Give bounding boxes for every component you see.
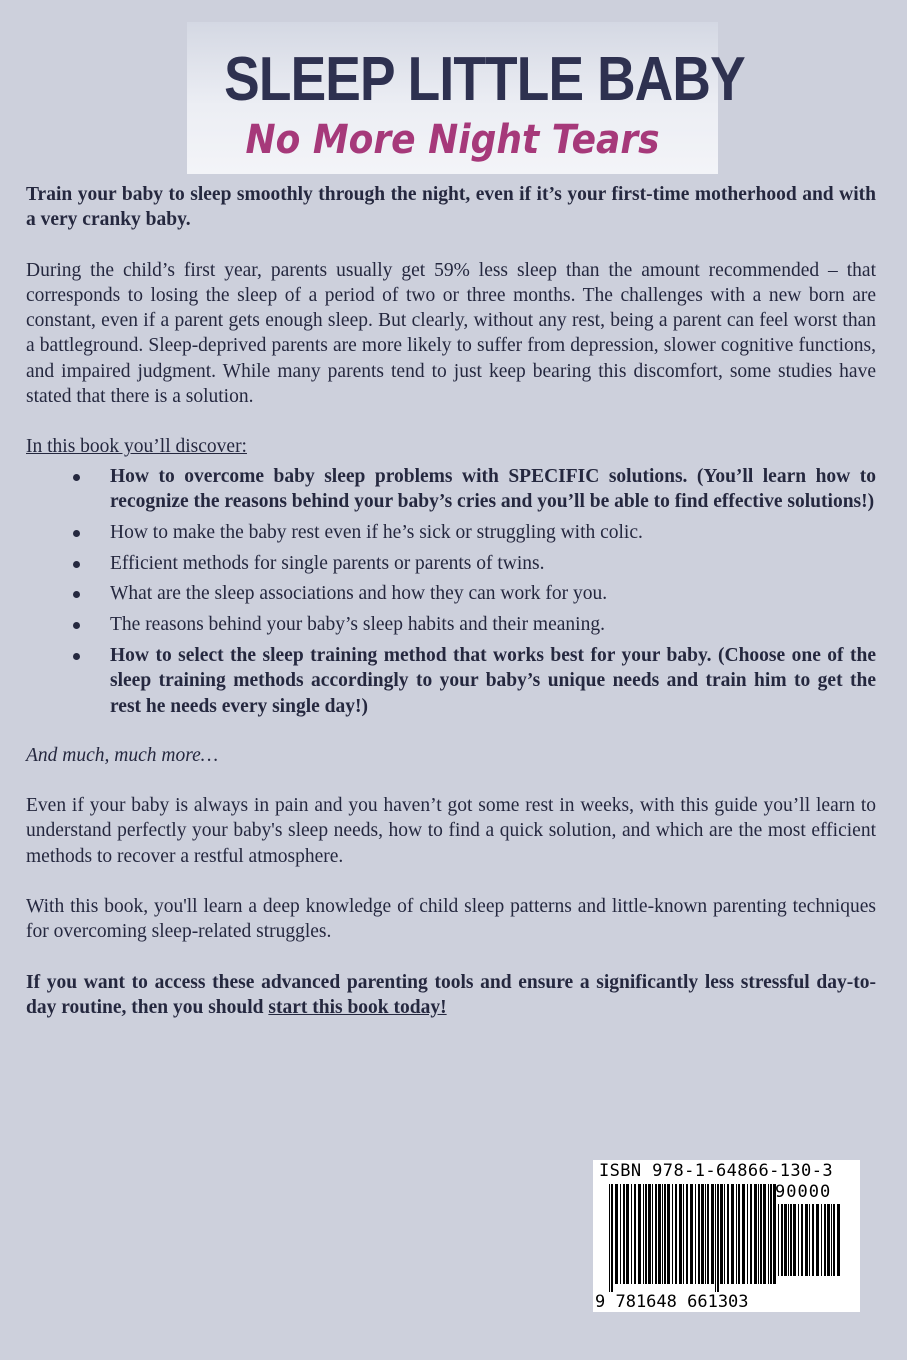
barcode-icon [609, 1184, 777, 1292]
list-item [110, 464, 876, 515]
list-item [110, 520, 876, 545]
bullet-icon [73, 591, 80, 598]
cta-text: If you want to access these advanced parenting tools and ensure a significantly less stressful day-to-day routine, then you should [26, 971, 876, 1018]
discover-heading: In this book you’ll discover: [26, 436, 247, 458]
bullet-icon [73, 561, 80, 568]
list-item-text: How to select the sleep training method that works best for your baby. (Choose one of the sleep training methods accordingly to your baby’s unique needs and train him to get the rest he needs every single day!) [110, 644, 876, 717]
bullet-icon [73, 622, 80, 629]
bullet-icon [73, 653, 80, 660]
cover-title-block [187, 22, 745, 174]
bullet-icon [73, 474, 80, 481]
lead-paragraph: Train your baby to sleep smoothly through the night, even if it’s your first-time motherhood and with a very cranky baby. [26, 184, 876, 231]
list-item [110, 581, 876, 606]
list-item-text: What are the sleep associations and how they can work for you. [110, 583, 608, 605]
feature-list [26, 464, 876, 719]
book-subtitle: No More Night Tears [245, 117, 660, 163]
price-barcode-icon [778, 1204, 848, 1284]
price-code: 90000 [775, 1182, 832, 1202]
and-more-text: And much, much more… [26, 744, 219, 766]
isbn-number: ISBN 978-1-64866-130-3 [599, 1161, 833, 1181]
list-item [110, 551, 876, 576]
list-item [110, 643, 876, 719]
call-to-action [26, 970, 876, 1021]
cta-link[interactable]: start this book today! [268, 996, 447, 1018]
intro-paragraph: During the child’s first year, parents usually get 59% less sleep than the amount recommended – that corresponds to losing the sleep of a period of two or three months. The challenges with a new born are constant, even if a parent gets enough sleep. But clearly, without any rest, being a parent can feel worst than a battleground. Sleep-deprived parents are more likely to suffer from depression, slower cognitive functions, and impaired judgment. While many parents tend to just keep bearing this discomfort, some studies have stated that there is a solution. [26, 259, 876, 408]
pain-paragraph: Even if your baby is always in pain and you haven’t got some rest in weeks, with this guide you’ll learn to understand perfectly your baby's sleep needs, how to find a quick solution, and which are the most efficient methods to recover a restful atmosphere. [26, 795, 876, 867]
list-item-text: How to overcome baby sleep problems with SPECIFIC solutions. (You’ll learn how to recognize the reasons behind your baby’s cries and you’ll be able to find effective solutions!) [110, 465, 876, 512]
ean-digits: 9 781648 661303 [595, 1292, 749, 1312]
list-item-text: Efficient methods for single parents or parents of twins. [110, 552, 545, 574]
bullet-icon [73, 530, 80, 537]
book-title: SLEEP LITTLE BABY [224, 45, 745, 114]
back-cover-text [26, 182, 876, 1020]
knowledge-paragraph: With this book, you'll learn a deep knowledge of child sleep patterns and little-known parenting techniques for overcoming sleep-related struggles. [26, 896, 876, 943]
list-item-text: How to make the baby rest even if he’s sick or struggling with colic. [110, 521, 643, 543]
list-item [110, 612, 876, 637]
barcode-box [593, 1160, 860, 1312]
list-item-text: The reasons behind your baby’s sleep habits and their meaning. [110, 614, 605, 636]
